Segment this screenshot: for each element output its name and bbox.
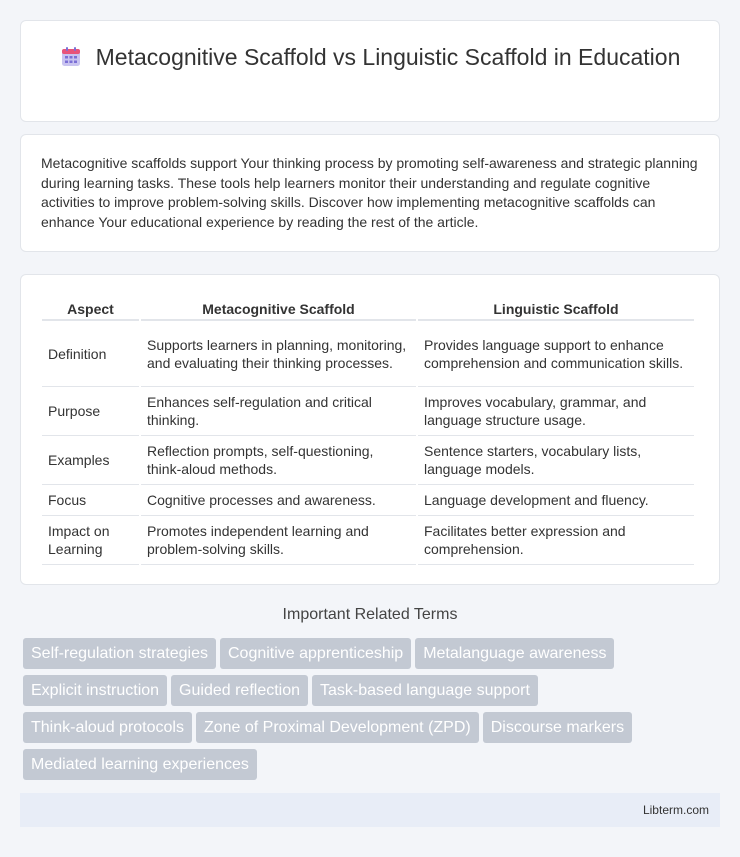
table-row <box>42 436 694 485</box>
header-linguistic: Linguistic Scaffold <box>418 295 694 321</box>
row-metacognitive: Reflection prompts, self-questioning, think-aloud methods. <box>141 436 416 485</box>
related-term-tag[interactable]: Think-aloud protocols <box>23 712 192 743</box>
comparison-table <box>40 295 696 565</box>
related-terms-title: Important Related Terms <box>282 606 458 623</box>
related-term-tag[interactable]: Discourse markers <box>483 712 632 743</box>
row-linguistic: Language development and fluency. <box>418 485 694 516</box>
header-aspect: Aspect <box>42 295 139 321</box>
table-row <box>42 321 694 387</box>
related-terms-list <box>23 638 723 786</box>
row-aspect: Definition <box>42 321 139 387</box>
intro-paragraph: Metacognitive scaffolds support Your thinking process by promoting self-awareness and strategic planning during learning tasks. These tools help learners monitor their understanding and regulate cognitive activities to improve problem-solving skills. Discover how implementing metacognitive scaffolds can enhance Your educational experience by reading the rest of the article. <box>41 155 698 230</box>
row-metacognitive: Supports learners in planning, monitoring, and evaluating their thinking processes. <box>141 321 416 387</box>
table-row <box>42 387 694 436</box>
page-title-text: Metacognitive Scaffold vs Linguistic Scaffold in Education <box>95 44 681 70</box>
row-metacognitive: Cognitive processes and awareness. <box>141 485 416 516</box>
row-linguistic: Provides language support to enhance comprehension and communication skills. <box>418 321 694 387</box>
related-term-tag[interactable]: Cognitive apprenticeship <box>220 638 411 669</box>
table-header-row <box>42 295 694 321</box>
row-aspect: Focus <box>42 485 139 516</box>
related-term-tag[interactable]: Mediated learning experiences <box>23 749 257 780</box>
row-aspect: Impact on Learning <box>42 516 139 565</box>
table-row <box>42 516 694 565</box>
table-row <box>42 485 694 516</box>
row-aspect: Examples <box>42 436 139 485</box>
related-term-tag[interactable]: Zone of Proximal Development (ZPD) <box>196 712 479 743</box>
header-metacognitive: Metacognitive Scaffold <box>141 295 416 321</box>
footer <box>20 793 720 827</box>
row-linguistic: Improves vocabulary, grammar, and language structure usage. <box>418 387 694 436</box>
related-term-tag[interactable]: Task-based language support <box>312 675 538 706</box>
related-term-tag[interactable]: Explicit instruction <box>23 675 167 706</box>
page-title <box>21 43 719 72</box>
row-linguistic: Facilitates better expression and comprehension. <box>418 516 694 565</box>
row-metacognitive: Promotes independent learning and problem-solving skills. <box>141 516 416 565</box>
row-aspect: Purpose <box>42 387 139 436</box>
related-term-tag[interactable]: Metalanguage awareness <box>415 638 614 669</box>
row-linguistic: Sentence starters, vocabulary lists, language models. <box>418 436 694 485</box>
title-card <box>20 20 720 122</box>
footer-site-link[interactable]: Libterm.com <box>642 803 709 817</box>
calendar-icon <box>60 46 82 68</box>
related-term-tag[interactable]: Guided reflection <box>171 675 308 706</box>
row-metacognitive: Enhances self-regulation and critical thinking. <box>141 387 416 436</box>
intro-card <box>20 134 720 252</box>
comparison-card <box>20 274 720 585</box>
related-term-tag[interactable]: Self-regulation strategies <box>23 638 216 669</box>
